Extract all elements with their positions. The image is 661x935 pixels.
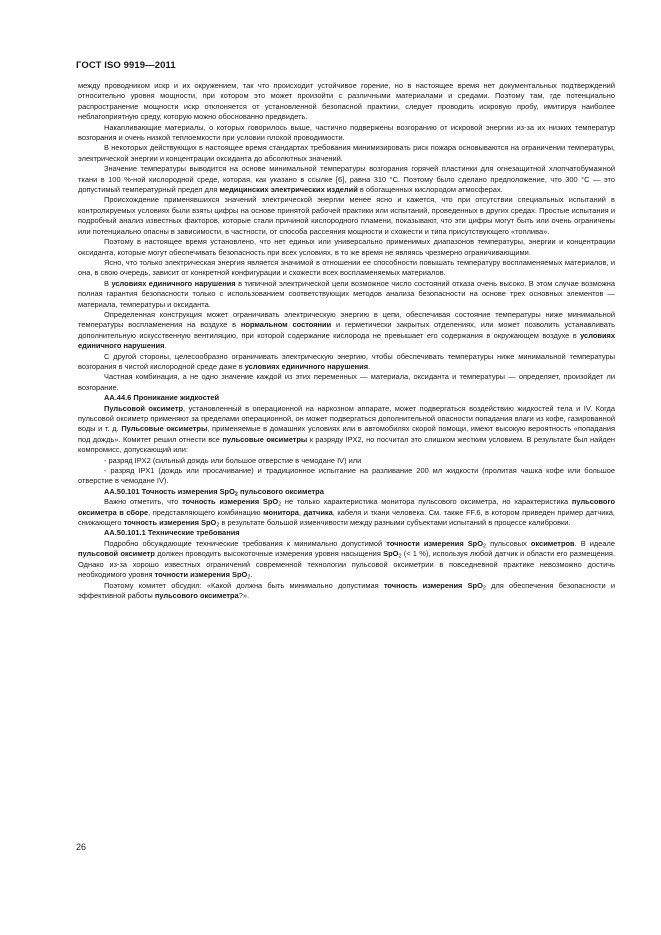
paragraph <box>78 404 615 456</box>
paragraph <box>78 372 615 393</box>
bold-term: условиях единичного нарушения <box>244 361 369 371</box>
bold-term: оксиметров <box>530 538 575 548</box>
text-run: . В идеале <box>574 538 615 548</box>
bold-term: пульсовые оксиметры <box>222 434 308 444</box>
text-run: , применяемые в домашних условиях или в автомобилях скорой помощи, имеют высокую вероятность «попадания под дождь». Комитет решил отнести все <box>78 424 615 444</box>
bold-term: точность измерения SpO <box>182 497 279 507</box>
document-body <box>78 81 615 601</box>
text-run: , кабеля и ткани человека. См. также FF.6, в котором приведен пример датчика, снижающего <box>78 507 615 528</box>
text-run: Значение температуры выводится на основе минимальной температуры возгорания горячей пластинки для огнезащитной хлопчатобумажной ткани в 100 %-ной кислородной среде, которая, как указано в ссылке [6], равна 310 °С. Поэтому было сделано предположение, что 300 °С — это допустимый температурный предел для <box>78 164 615 195</box>
subscript: 2 <box>247 574 251 581</box>
text-run: С другой стороны, целесообразно ограничивать электрическую энергию, чтобы обеспечивать температуры ниже минимальной температуры возгорания в чистой кислородной среде даже в <box>78 351 615 371</box>
text-run: Важно отметить, что <box>104 497 183 507</box>
text-run: Поэтому в настоящее время установлено, что нет единых или универсально применимых диапазонов температуры, энергии и концентрации оксиданта, которые могут обеспечивать безопасность при всех условиях, в то же время не являясь чрезмерно ограничивающими. <box>78 237 615 257</box>
text-run: пульсового оксиметра <box>237 486 324 496</box>
text-run: - разряд IPX1 (дождь или просачивание) и традиционное испытание на разливание 200 мл жидкости (пролитая чашка кофе или большое отверстие в чемодане IV). <box>78 466 615 486</box>
bold-term: Пульсовой оксиметр <box>104 403 184 413</box>
subscript: 2 <box>482 585 486 591</box>
text-run: в типичной электрической цепи возможное число состояний отказа очень высоко. В этом случае возможна полная гарантия безопасности только с использованием соответствующих методов анализа безопасности на основе трех основных элементов — материала, температуры и оксиданта. <box>78 278 615 309</box>
paragraph <box>78 195 615 237</box>
section-heading <box>78 487 615 497</box>
bold-term: нормальном состоянии <box>240 320 332 330</box>
text-run: ?». <box>238 590 250 600</box>
bold-term: точность измерения SpO <box>383 580 483 590</box>
text-run: В некоторых действующих в настоящее время стандартах требования минимизировать риск пожара основываются на ограничении температуры, электрической энергии и концентрации оксиданта до абсолютных значений. <box>78 143 615 163</box>
text-run: В <box>104 278 112 288</box>
bold-term: условиях единичного нарушения <box>111 278 236 288</box>
paragraph <box>78 310 615 352</box>
text-run: и герметически закрытых отделениях, или может позволить устанавливать дополнительную искусственную вентиляцию, при которой содержание кислорода не превышает его содержания в окружающем воздухе в <box>78 320 615 340</box>
text-run: в обогащенных кислородом атмосферах. <box>357 185 503 195</box>
paragraph <box>78 539 615 581</box>
text-run: к разряду IPX2, но посчитал это слишком жестким условием. В результате был найден компромисс, допускающий или: <box>78 434 615 455</box>
bold-term: медицинских электрических изделий <box>219 185 358 195</box>
subscript: 2 <box>483 543 487 550</box>
paragraph <box>78 279 615 310</box>
text-run: Определенная конструкция может ограничивать электрическую энергию в цепи, обеспечивая состояние температуры ниже минимальной температуры воспламенения на воздухе в <box>78 309 615 330</box>
text-run: (< 1 %), используя любой датчик и области его размещения. Однако из-за хорошо известных ограничений современной технологии пульсовой оксиметрии в повседневной практике невозможно достичь необходимого уровня <box>78 549 616 580</box>
bold-term: Пульсовые оксиметры <box>121 424 208 434</box>
document-header: ГОСТ ISO 9919—2011 <box>76 60 176 71</box>
text-run: - разряд IPX2 (сильный дождь или большое отверстие в чемодане IV) или <box>104 455 362 465</box>
bold-term: пульсовой оксиметр <box>78 549 155 559</box>
text-run: пульсовых <box>486 538 531 548</box>
paragraph <box>78 497 615 528</box>
bold-term: точности измерения SpO <box>154 570 248 580</box>
text-run: Накапливающие материалы, о которых говорилось выше, частично подвержены возгоранию от искровой энергии из-за их низких температур возгорания и очень низкой теплоемкости при условии плохой проводимости. <box>78 122 615 143</box>
paragraph <box>78 352 615 373</box>
text-run: Происхождение применявшихся значений электрической энергии менее ясно и кажется, что при отсутствии специальных испытаний в контролируемых условиях были взяты цифры на основе принятой рабочей практики или испытаний, проведенных в других средах. Простые испытания и подробный анализ известных факторов, которые стали причиной кислородного пламени, показывают, что эти цифры могут быть или очень ограничены или потенциально опасны в зависимости, в частности, от способа рассеяния мощности и схожести и типа присутствующего «топлива». <box>78 195 615 236</box>
text-run: не только характеристика монитора пульсового оксиметра, но характеристика <box>281 497 572 507</box>
text-run: для обеспечения безопасности и эффективной работы <box>78 580 615 600</box>
subscript: 2 <box>278 501 282 508</box>
text-run: , представляющего комбинацию <box>148 507 264 517</box>
paragraph <box>78 237 615 258</box>
text-run: Подробно обсуждающие технические требования к минимально допустимой <box>104 538 387 548</box>
text-run: , <box>298 507 304 517</box>
paragraph <box>78 123 615 144</box>
text-run: АА.50.101.1 Технические требования <box>104 528 240 538</box>
paragraph <box>78 81 615 123</box>
page-number: 26 <box>76 842 87 852</box>
bold-term: точность измерения SpO <box>123 518 217 528</box>
subscript: 2 <box>234 491 238 498</box>
section-heading <box>78 528 615 538</box>
bold-term: точности измерения SpO <box>386 538 484 548</box>
paragraph <box>78 164 615 195</box>
bold-term: пульсового оксиметра в сборе <box>78 497 615 517</box>
text-run: Частная комбинация, а не одно значение каждой из этих переменных — материала, оксиданта и температуры — определяет, произойдет ли возгорание. <box>78 372 615 392</box>
bold-term: монитора <box>263 507 299 517</box>
paragraph <box>78 258 615 279</box>
paragraph <box>78 143 615 164</box>
text-run: Ясно, что только электрическая энергия является значимой в отношении ее способности повышать температуру воспламеняемых материалов, и она, в свою очередь, зависит от конкретной конфигурации и схожести всех воспламеняемых материалов. <box>78 257 615 278</box>
bold-term: условиях единичного нарушения <box>78 330 615 351</box>
bold-term: SpO <box>383 549 399 559</box>
text-run: Поэтому комитет обсудил: «Какой должна быть минимально допустимая <box>104 580 384 590</box>
text-run: . <box>250 570 253 580</box>
text-run: , установленный в операционной на наркозном аппарате, может подвергаться воздействию жидкостей тела и IV. Когда пульсовой оксиметр применяют за пределами операционной, он может подвергаться дополнительной опасности попадания влаги из кофе, газированной воды и т. д. <box>78 403 615 434</box>
subscript: 2 <box>398 553 402 560</box>
section-heading <box>78 393 615 403</box>
text-run: . <box>164 341 167 351</box>
paragraph <box>78 466 615 487</box>
paragraph <box>78 581 615 602</box>
text-run: АА.50.101 Точность измерения SpO <box>104 486 235 496</box>
text-run: между проводником искр и их окружением, так что происходит устойчивое горение, но в настоящее время нет документальных подтверждений относительно уровня мощности, при котором это может произойти с различными материалами и средами. Поэтому там, где потенциально распространение мощности искр отклоняется от установленной безопасной практики, следует проводить искровую пробу, имитируя наиболее неблагоприятную среду, которую можно обоснованно предвидеть. <box>78 81 615 122</box>
paragraph <box>78 456 615 466</box>
bold-term: датчика <box>303 507 333 517</box>
subscript: 2 <box>216 522 220 529</box>
text-run: . <box>368 361 371 371</box>
text-run: должен проводить высокоточные измерения уровня насыщения <box>154 549 384 559</box>
text-run: АА.44.6 Проникание жидкостей <box>104 393 220 403</box>
text-run: в результате большой изменчивости между разными субъектами испытаний в процессе калибровки. <box>219 518 571 528</box>
bold-term: пульсового оксиметра <box>154 590 239 600</box>
